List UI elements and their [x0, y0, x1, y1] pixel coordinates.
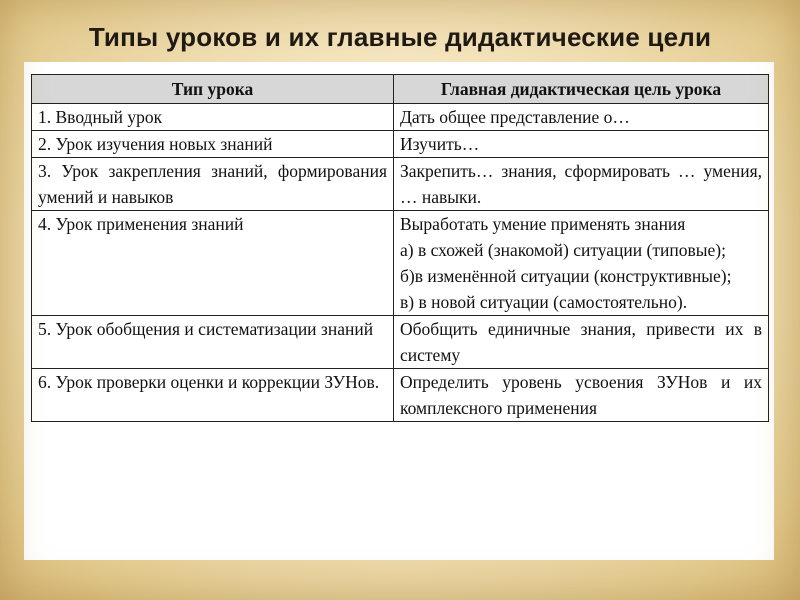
goal-text: Дать общее представление о…: [400, 107, 630, 127]
lesson-type-cell: 2. Урок изучения новых знаний: [32, 131, 394, 158]
goal-cell: [394, 369, 769, 422]
goal-subitem-b: б)в изменённой ситуации (конструктивные);: [400, 266, 732, 286]
table-container: [24, 62, 774, 560]
table-header-row: [32, 75, 769, 104]
header-didactic-goal: Главная дидактическая цель урока: [394, 75, 769, 104]
goal-cell: [394, 211, 769, 316]
table-row: [32, 158, 769, 211]
goal-text: Выработать умение применять знания: [400, 214, 686, 234]
goal-text: Закрепить… знания, сформировать … умения, … навыки.: [400, 161, 762, 207]
table-row: [32, 369, 769, 422]
header-lesson-type: Тип урока: [32, 75, 394, 104]
goal-text: Изучить…: [400, 134, 480, 154]
lesson-type-cell: 3. Урок закрепления знаний, формирования умений и навыков: [32, 158, 394, 211]
goal-cell: [394, 131, 769, 158]
goal-text: Обобщить единичные знания, привести их в систему: [400, 319, 762, 365]
goal-text: Определить уровень усвоения ЗУНов и их комплексного применения: [400, 372, 762, 418]
table-row: [32, 211, 769, 316]
goal-cell: [394, 316, 769, 369]
lesson-type-cell: 1. Вводный урок: [32, 104, 394, 131]
goal-subitem-c: в) в новой ситуации (самостоятельно).: [400, 292, 688, 312]
table-row: [32, 131, 769, 158]
lesson-types-table: [31, 74, 769, 422]
lesson-type-cell: 4. Урок применения знаний: [32, 211, 394, 316]
goal-cell: [394, 158, 769, 211]
slide-title: Типы уроков и их главные дидактические цели: [88, 22, 712, 52]
table-row: [32, 104, 769, 131]
goal-subitem-a: а) в схожей (знакомой) ситуации (типовые);: [400, 240, 726, 260]
lesson-type-cell: 5. Урок обобщения и систематизации знаний: [32, 316, 394, 369]
lesson-type-cell: 6. Урок проверки оценки и коррекции ЗУНов.: [32, 369, 394, 422]
goal-cell: [394, 104, 769, 131]
table-row: [32, 316, 769, 369]
